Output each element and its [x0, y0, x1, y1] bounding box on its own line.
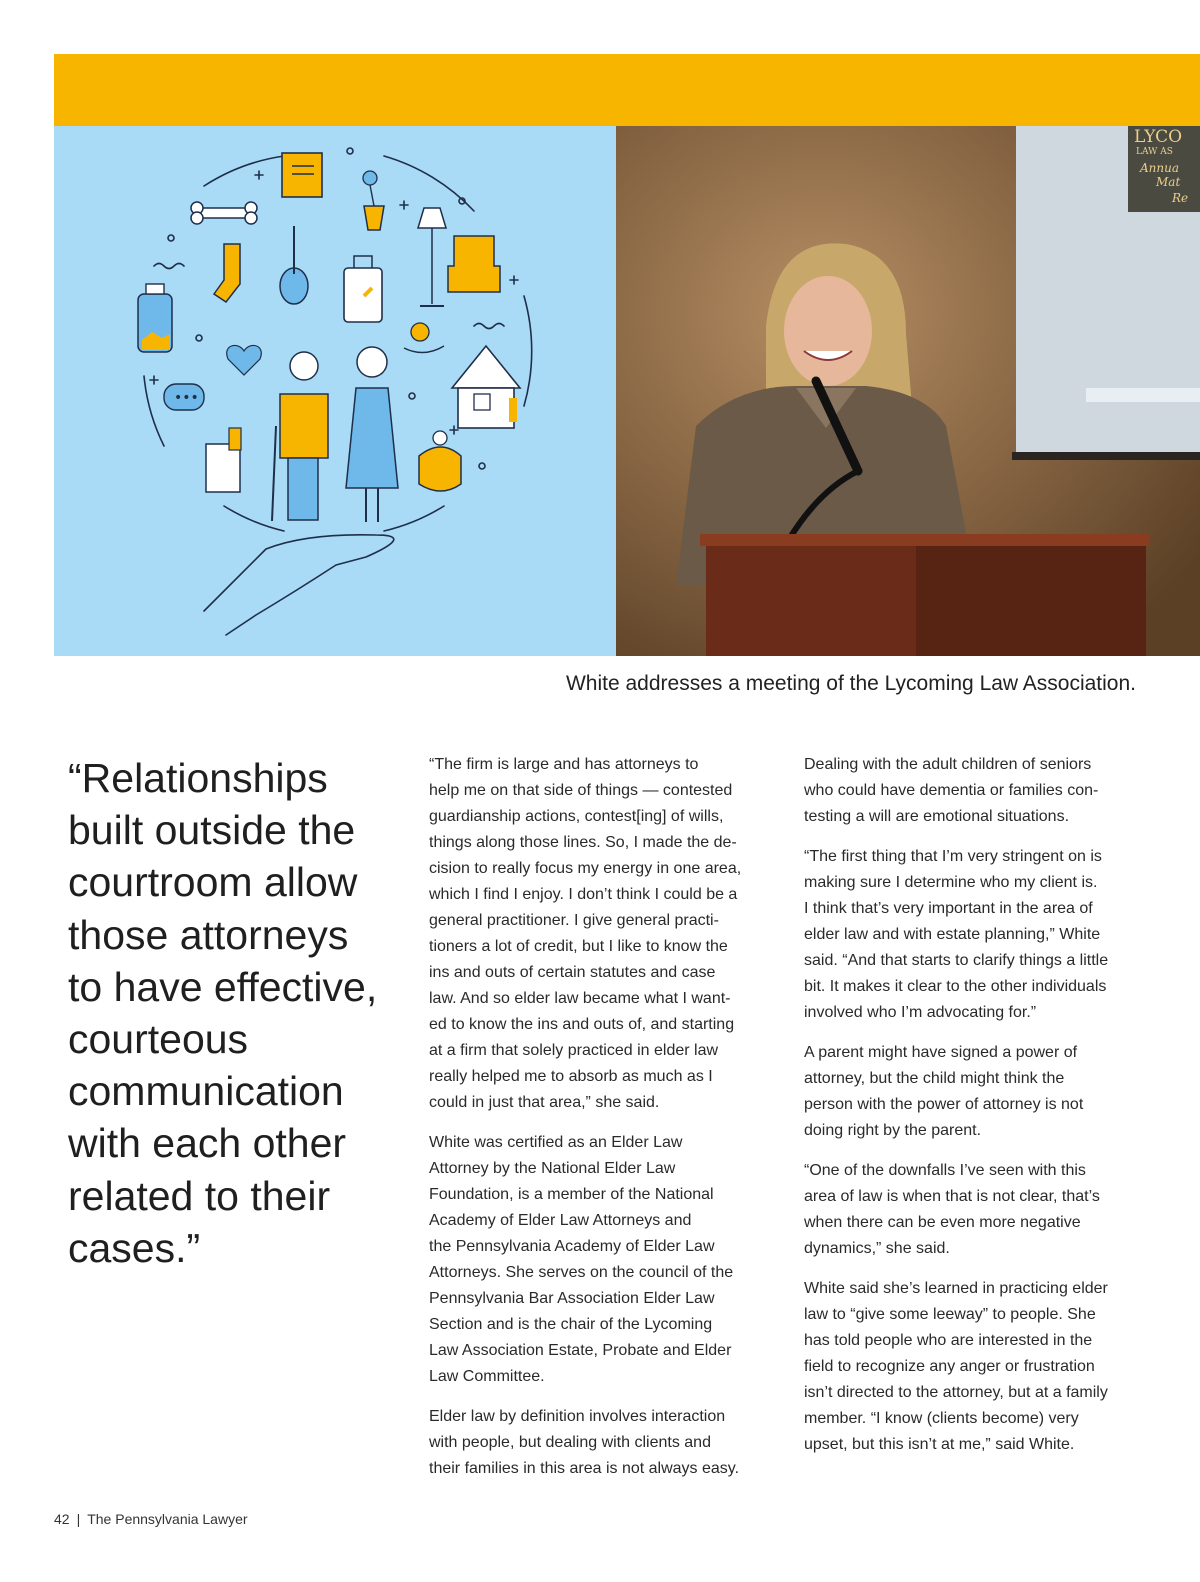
- plus-hand-icon: [404, 323, 444, 353]
- paragraph: Dealing with the adult children of seniors who could have dementia or families con- testing a will are emotional situations.: [804, 756, 1099, 825]
- speaker-photo: [616, 126, 1200, 656]
- shopping-bag-icon: [206, 428, 241, 492]
- elder-care-illustration: [54, 126, 616, 656]
- top-color-band: [54, 54, 1200, 126]
- house-icon: [452, 346, 520, 428]
- screen-text-3: Annua: [1140, 161, 1180, 175]
- screen-text-4: Mat: [1156, 175, 1181, 189]
- socks-icon: [214, 244, 240, 302]
- page-number: 42: [54, 1511, 70, 1527]
- bone-icon: [191, 202, 257, 224]
- bottle-icon: [138, 284, 172, 352]
- paragraph: White said she’s learned in practicing elder law to “give some leeway” to people. She has told people who are interested in the field to recognize any anger or frustration isn’t directed to the attorney, but at a family member. “I know (clients become) very upset, but this isn’t at me,” said White.: [804, 1280, 1108, 1453]
- flower-pot-icon: [363, 171, 384, 230]
- page-footer: [54, 1511, 248, 1527]
- suitcase-icon: [344, 256, 382, 322]
- heart-icon: [227, 345, 262, 375]
- svg-text:•••: •••: [174, 390, 199, 406]
- photo-caption: White addresses a meeting of the Lycoming Law Association.: [565, 672, 1136, 695]
- armchair-icon: [448, 236, 500, 292]
- purse-icon: [419, 431, 461, 491]
- chat-bubble-icon: [164, 384, 204, 410]
- article-column-right: [804, 752, 1149, 1472]
- paragraph: “The first thing that I’m very stringent on is making sure I determine who my client is. I think that’s very important in the area of elder law and with estate planning,” White said. “And that starts to clarify things a little bit. It makes it clear to the other individuals involved who I’m advocating for.”: [804, 848, 1109, 1021]
- paragraph: White was certified as an Elder Law Attorney by the National Elder Law Foundation, is a member of the National Academy of Elder Law Attorneys and the Pennsylvania Academy of Elder Law Attorneys. She serves on the council of the Pennsylvania Bar Association Elder Law Section and is the chair of the Lycoming Law Association Estate, Probate and Elder Law Committee.: [429, 1134, 734, 1385]
- paragraph: “The firm is large and has attorneys to help me on that side of things — contested guardianship actions, contest[ing] of wills, things along those lines. So, I made the de- cision to really focus my energy in one area, which I find I enjoy. I don’t think I could be a general practitioner. I give general practi- tioners a lot of credit, but I like to know the ins and outs of certain statutes and case law. And so elder law became what I want- ed to know the ins and outs of, and starting at a firm that solely practiced in elder law really helped me to absorb as much as I could in just that area,” she said.: [429, 756, 742, 1111]
- screen-text-1: LYCO: [1134, 127, 1183, 147]
- paragraph: Elder law by definition involves interaction with people, but dealing with clients and their families in this area is not always easy.: [429, 1408, 740, 1477]
- guitar-icon: [280, 226, 308, 304]
- paragraph: A parent might have signed a power of attorney, but the child might think the person with the power of attorney is not doing right by the parent.: [804, 1044, 1084, 1139]
- elderly-man-icon: [272, 352, 328, 521]
- screen-text-5: Re: [1172, 191, 1189, 205]
- article-column-left: [429, 752, 769, 1496]
- lamp-icon: [418, 208, 446, 306]
- book-icon: [282, 153, 322, 197]
- speaker-face: [784, 276, 872, 386]
- publication-name: The Pennsylvania Lawyer: [87, 1511, 248, 1527]
- paragraph: “One of the downfalls I’ve seen with this area of law is when that is not clear, that’s when there can be even more negative dynamics,” she said.: [804, 1162, 1100, 1257]
- open-hand-icon: [204, 535, 394, 635]
- footer-separator: |: [76, 1511, 81, 1527]
- screen-text-2: LAW AS: [1136, 147, 1173, 157]
- pull-quote: “Relationships built outside the courtroom allow those attorneys to have effective, courteous communication with each other related to their cases.”: [68, 755, 378, 1271]
- elderly-woman-icon: [346, 347, 398, 522]
